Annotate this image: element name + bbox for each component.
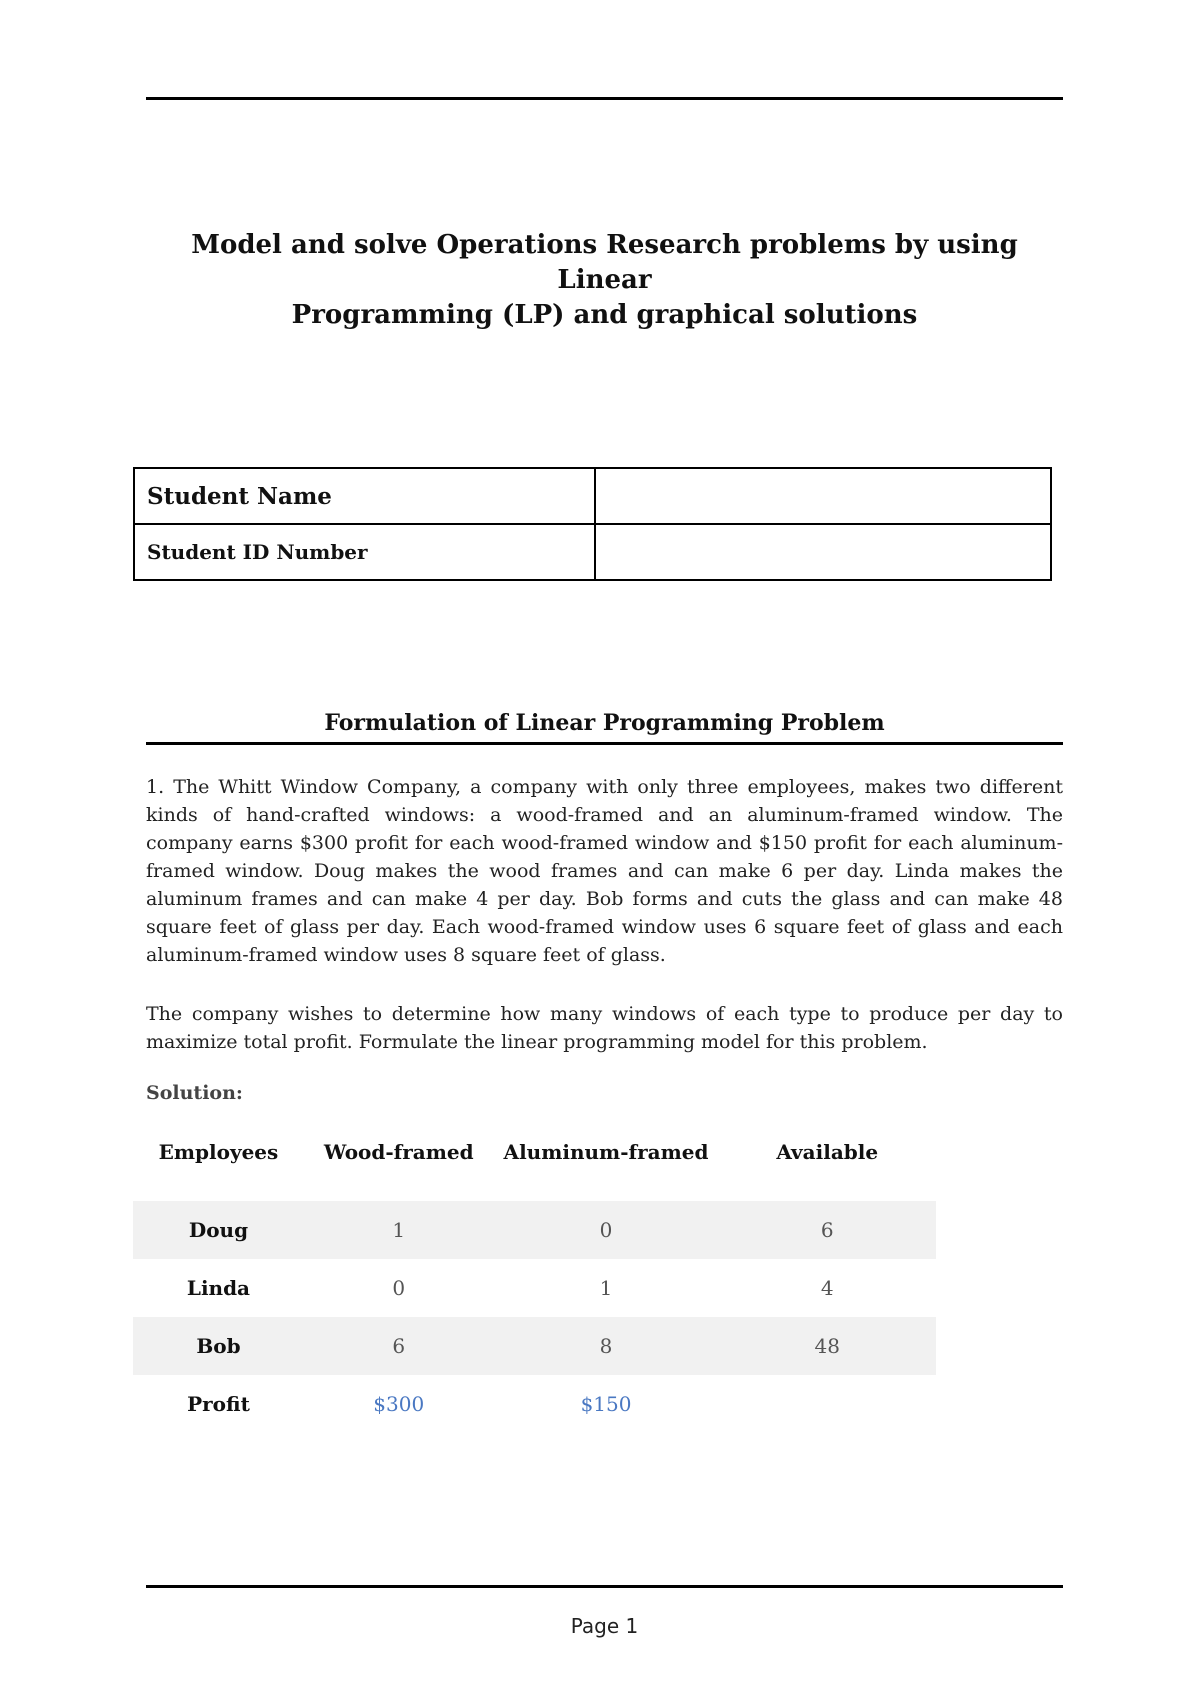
employee-cell: Linda	[186, 1276, 251, 1300]
wood-cell: 6	[304, 1317, 494, 1375]
header-rule	[146, 97, 1063, 100]
wood-cell: 1	[304, 1201, 494, 1259]
header-aluminum-framed: Aluminum-framed	[503, 1140, 709, 1164]
aluminum-cell: 0	[494, 1201, 719, 1259]
problem-paragraph: 1. The Whitt Window Company, a company with only three employees, makes two different kinds of hand-crafted windows: a wood-framed and an aluminum-framed window. The company earns $300 profit for each wood-framed window and $150 profit for each aluminum-framed window. Doug makes the wood frames and can make 6 per day. Linda makes the aluminum frames and can make 4 per day. Bob forms and cuts the glass and can make 48 square feet of glass per day. Each wood-framed window uses 6 square feet of glass and each aluminum-framed window uses 8 square feet of glass.	[146, 776, 1063, 966]
student-info-table	[133, 467, 1052, 581]
table-row	[133, 1201, 936, 1259]
profit-row	[133, 1375, 936, 1433]
aluminum-profit-cell: $150	[580, 1392, 632, 1416]
student-id-row	[134, 524, 1051, 580]
table-row	[133, 1259, 936, 1317]
title-line-1: Model and solve Operations Research problems by using Linear	[191, 230, 1018, 295]
solution-label: Solution:	[146, 1082, 243, 1104]
section-heading: Formulation of Linear Programming Problem	[146, 708, 1063, 745]
available-cell: 4	[820, 1276, 834, 1300]
task-paragraph: The company wishes to determine how many windows of each type to produce per day to maximize total profit. Formulate the linear programming model for this problem.	[146, 1003, 1063, 1053]
available-cell: 48	[718, 1317, 936, 1375]
profit-label-cell: Profit	[187, 1392, 250, 1416]
wood-profit-cell: $300	[373, 1392, 425, 1416]
student-name-row	[134, 468, 1051, 524]
available-cell: 6	[718, 1201, 936, 1259]
aluminum-cell: 1	[599, 1276, 613, 1300]
aluminum-cell: 8	[494, 1317, 719, 1375]
employee-cell: Bob	[133, 1317, 304, 1375]
footer-rule	[146, 1585, 1063, 1588]
employee-cell: Doug	[133, 1201, 304, 1259]
document-title	[146, 228, 1063, 333]
employee-data-table	[133, 1126, 936, 1433]
student-id-field[interactable]	[595, 524, 1051, 580]
title-line-2: Programming (LP) and graphical solutions	[291, 300, 918, 330]
wood-cell: 0	[392, 1276, 406, 1300]
header-wood-framed: Wood-framed	[323, 1140, 474, 1164]
header-employees: Employees	[158, 1140, 279, 1164]
table-row	[133, 1317, 936, 1375]
header-available: Available	[776, 1140, 879, 1164]
table-header-row	[133, 1126, 936, 1201]
available-cell	[718, 1375, 936, 1433]
page-number: Page 1	[570, 1614, 639, 1638]
student-name-field[interactable]	[595, 468, 1051, 524]
student-id-label: Student ID Number	[134, 524, 595, 580]
student-name-label: Student Name	[134, 468, 595, 524]
